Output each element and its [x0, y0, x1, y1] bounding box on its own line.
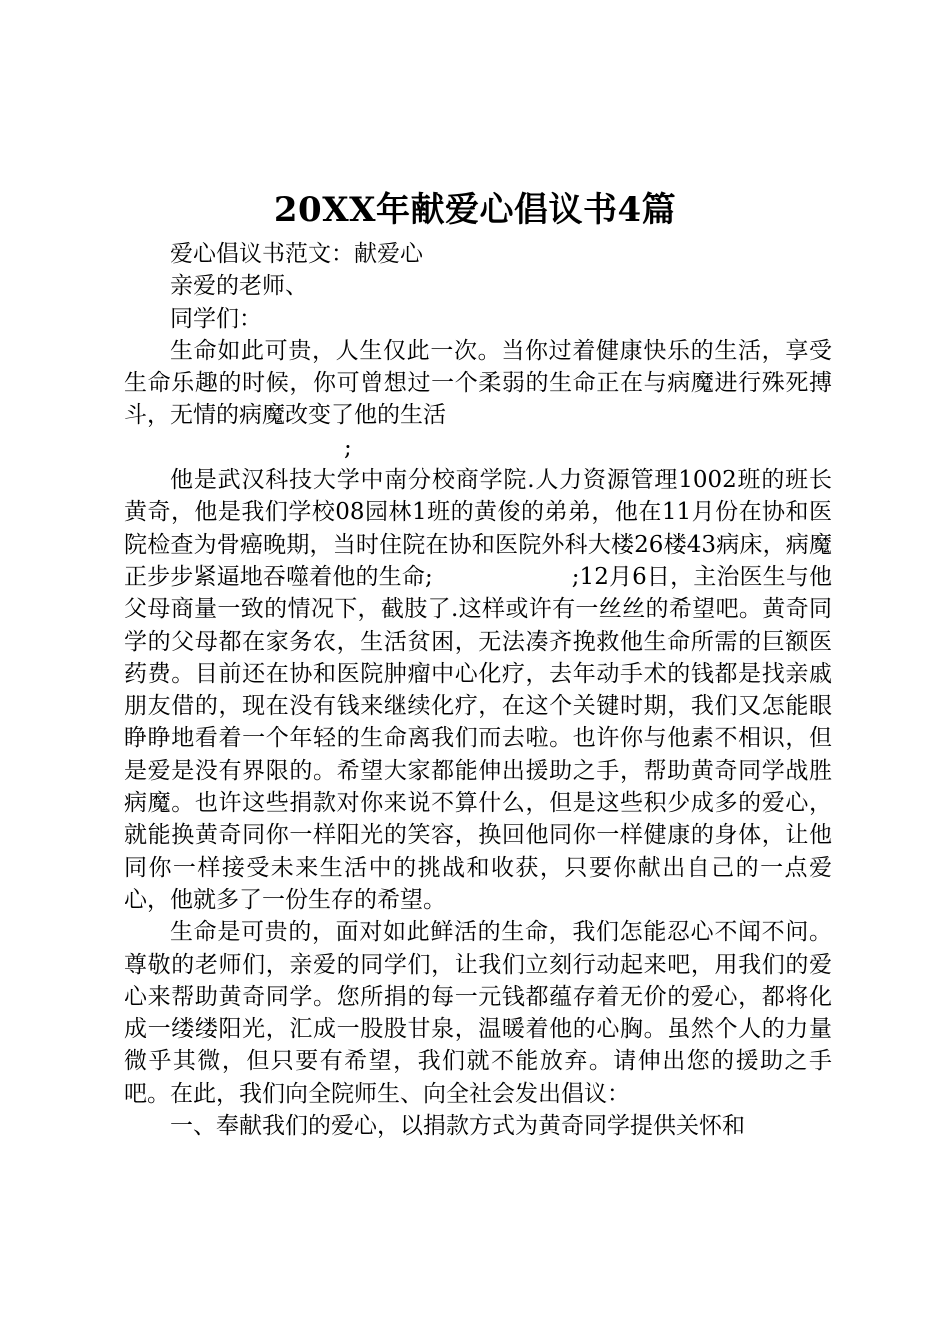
paragraph-salutation-2: 同学们：: [170, 305, 262, 332]
paragraph-heading: 爱心倡议书范文：献爱心: [170, 241, 423, 267]
paragraph-semicolon: ;: [344, 434, 352, 461]
paragraph-proposal-1: 一、奉献我们的爱心，以捐款方式为黄奇同学提供关怀和: [170, 1113, 745, 1140]
paragraph-salutation-1: 亲爱的老师、: [170, 273, 308, 300]
document-title: 20XX年献爱心倡议书4篇: [273, 190, 677, 230]
paragraph-story: 他是武汉科技大学中南分校商学院.人力资源管理1002班的班长黄奇，他是我们学校08园林1班的黄俊的弟弟，他在11月份在协和医院检查为骨癌晚期，当时住院在协和医院外科大楼26楼43病床，病魔正步步紧逼地吞噬着他的生命; ;12月6日，主治医生与他父母商量一致的情况下，截肢了.这样或许有一丝丝的希望吧。黄奇同学的父母都在家务农，生活贫困，无法凑齐挽救他生命所需的巨额医药费。目前还在协和医院肿瘤中心化疗，去年动手术的钱都是找亲戚朋友借的，现在没有钱来继续化疗，在这个关键时期，我们又怎能眼睁睁地看着一个年轻的生命离我们而去啦。也许你与他素不相识，但是爱是没有界限的。希望大家都能伸出援助之手，帮助黄奇同学战胜病魔。也许这些捐款对你来说不算什么，但是这些积少成多的爱心，就能换黄奇同你一样阳光的笑容，换回他同你一样健康的身体，让他同你一样接受未来生活中的挑战和收获，只要你献出自己的一点爱心，他就多了一份生存的希望。: [124, 467, 832, 913]
paragraph-appeal: 生命是可贵的，面对如此鲜活的生命，我们怎能忍心不闻不问。尊敬的老师们，亲爱的同学们，让我们立刻行动起来吧，用我们的爱心来帮助黄奇同学。您所捐的每一元钱都蕴存着无价的爱心，都将化成一缕缕阳光，汇成一股股甘泉，温暖着他的心胸。虽然个人的力量微乎其微，但只要有希望，我们就不能放弃。请伸出您的援助之手吧。在此，我们向全院师生、向全社会发出倡议：: [124, 919, 832, 1107]
paragraph-intro: 生命如此可贵，人生仅此一次。当你过着健康快乐的生活，享受生命乐趣的时候，你可曾想过一个柔弱的生命正在与病魔进行殊死搏斗，无情的病魔改变了他的生活: [124, 337, 832, 429]
document-body: [124, 238, 832, 1142]
